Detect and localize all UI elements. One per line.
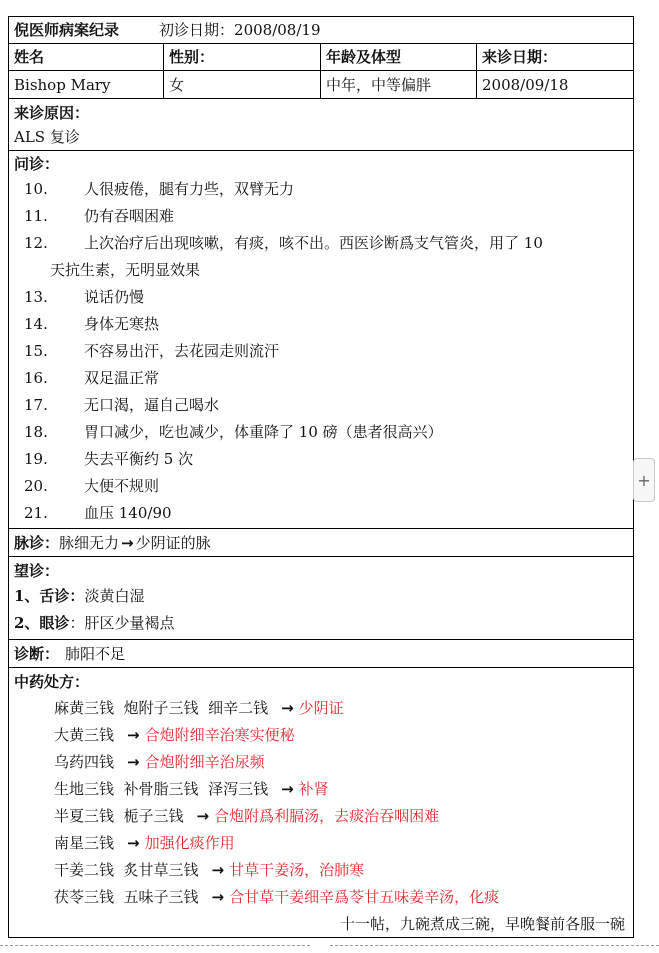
inquiry-item-number: 12. bbox=[24, 234, 48, 252]
prescription-item bbox=[54, 857, 633, 884]
inquiry-item bbox=[14, 176, 633, 203]
inquiry-item-text bbox=[84, 392, 633, 419]
observation-label: 望诊： bbox=[14, 562, 60, 580]
arrow-icon: → bbox=[196, 807, 210, 825]
arrow-icon: → bbox=[127, 753, 140, 771]
arrow-icon: → bbox=[211, 888, 225, 906]
prescription-herbs: 茯苓三钱 五味子三钱 bbox=[54, 888, 199, 906]
inquiry-item bbox=[14, 365, 633, 392]
observation-section bbox=[9, 557, 634, 640]
inquiry-item-number: 13. bbox=[24, 288, 48, 306]
first-visit-label: 初诊日期： bbox=[159, 21, 235, 39]
prescription-herbs: 大黄三钱 bbox=[54, 726, 115, 744]
inquiry-item-number: 14. bbox=[24, 315, 48, 333]
gender-header: 性别： bbox=[164, 44, 321, 71]
prescription-list bbox=[14, 695, 633, 911]
inquiry-item-text bbox=[84, 284, 633, 311]
prescription-note: 合炮附爲利膈汤，去痰治吞咽困难 bbox=[214, 807, 440, 825]
eye-line bbox=[14, 610, 633, 637]
inquiry-item-text-main: 身体无寒热 bbox=[84, 315, 160, 333]
prescription-note: 甘草干姜汤，治肺寒 bbox=[229, 861, 365, 879]
inquiry-item bbox=[14, 500, 633, 527]
inquiry-item bbox=[14, 230, 633, 257]
inquiry-label: 问诊： bbox=[14, 155, 60, 173]
reason-text: ALS 复诊 bbox=[14, 128, 80, 146]
inquiry-item bbox=[14, 338, 633, 365]
record-title: 倪医师病案纪录 bbox=[14, 21, 120, 39]
visit-date-header: 来诊日期： bbox=[477, 44, 634, 71]
inquiry-item-text-main: 人很疲倦，腿有力些，双臂无力 bbox=[84, 180, 295, 198]
inquiry-list bbox=[14, 176, 633, 527]
age-header: 年龄及体型 bbox=[321, 44, 477, 71]
plus-icon: + bbox=[637, 470, 651, 490]
prescription-label: 中药处方： bbox=[14, 673, 90, 691]
prescription-note: 补肾 bbox=[298, 780, 329, 798]
prescription-note: 合甘草干姜细辛爲苓甘五味姜辛汤，化痰 bbox=[229, 888, 500, 906]
medical-record-table bbox=[8, 16, 634, 938]
prescription-herbs: 乌药四钱 bbox=[54, 753, 115, 771]
inquiry-item-text-main: 失去平衡约 5 次 bbox=[84, 450, 194, 468]
inquiry-item-number: 18. bbox=[24, 423, 48, 441]
inquiry-item-text bbox=[84, 473, 633, 500]
diagnosis-section bbox=[9, 640, 634, 668]
inquiry-item-text bbox=[84, 446, 633, 473]
prescription-section bbox=[9, 668, 634, 938]
arrow-icon: → bbox=[281, 780, 294, 798]
inquiry-item-text-main: 大便不规则 bbox=[84, 477, 160, 495]
inquiry-item-text-main: 说话仍慢 bbox=[84, 288, 145, 306]
reason-section bbox=[9, 99, 634, 151]
prescription-item bbox=[54, 803, 633, 830]
inquiry-item-text bbox=[84, 338, 633, 365]
visit-date: 2008/09/18 bbox=[477, 71, 634, 99]
inquiry-item-number: 20. bbox=[24, 477, 48, 495]
inquiry-item bbox=[14, 392, 633, 419]
arrow-icon: → bbox=[211, 861, 225, 879]
arrow-icon: → bbox=[121, 533, 134, 552]
prescription-herbs: 南星三钱 bbox=[54, 834, 115, 852]
inquiry-item-number: 21. bbox=[24, 504, 48, 522]
diagnosis-label: 诊断： bbox=[14, 644, 60, 663]
diagnosis-text: 肺阳不足 bbox=[65, 644, 126, 663]
inquiry-item-text-main: 不容易出汗，去花园走则流汗 bbox=[84, 342, 280, 360]
prescription-item bbox=[54, 695, 633, 722]
page-divider-left bbox=[0, 945, 310, 947]
inquiry-item-text-main: 双足温正常 bbox=[84, 369, 160, 387]
record-title-row bbox=[9, 17, 634, 44]
inquiry-item bbox=[14, 473, 633, 500]
inquiry-item bbox=[14, 419, 633, 446]
prescription-item bbox=[54, 830, 633, 857]
medical-record-page bbox=[8, 16, 633, 938]
page-divider-right bbox=[330, 945, 659, 947]
prescription-note: 合炮附细辛治尿频 bbox=[144, 753, 265, 771]
prescription-item bbox=[54, 884, 633, 911]
inquiry-item-text bbox=[84, 500, 633, 527]
pulse-text: 脉细无力 bbox=[59, 533, 120, 552]
inquiry-item bbox=[14, 284, 633, 311]
tongue-line bbox=[14, 583, 633, 610]
expand-button[interactable] bbox=[633, 458, 655, 502]
inquiry-item-text bbox=[84, 419, 633, 446]
eye-text: ：肝区少量褐点 bbox=[69, 614, 175, 632]
inquiry-item-text bbox=[84, 230, 633, 257]
name-header: 姓名 bbox=[9, 44, 164, 71]
prescription-footer: 十一帖，九碗煮成三碗，早晚餐前各服一碗 bbox=[339, 915, 625, 933]
inquiry-item-number: 11. bbox=[24, 207, 48, 225]
arrow-icon: → bbox=[281, 699, 294, 717]
inquiry-item-text bbox=[84, 311, 633, 338]
prescription-item bbox=[54, 749, 633, 776]
prescription-herbs: 半夏三钱 栀子三钱 bbox=[54, 807, 184, 825]
inquiry-item-text bbox=[84, 365, 633, 392]
patient-gender: 女 bbox=[164, 71, 321, 99]
first-visit-date: 2008/08/19 bbox=[234, 21, 321, 39]
tongue-text: 淡黄白湿 bbox=[84, 587, 145, 605]
prescription-item bbox=[54, 722, 633, 749]
inquiry-section bbox=[9, 151, 634, 529]
inquiry-item-text-main: 胃口减少，吃也减少，体重降了 10 磅（患者很高兴） bbox=[84, 423, 443, 441]
inquiry-item-text bbox=[84, 176, 633, 203]
inquiry-item bbox=[14, 446, 633, 473]
pulse-section bbox=[9, 529, 634, 557]
patient-age-build: 中年，中等偏胖 bbox=[321, 71, 477, 99]
inquiry-item-text-main: 血压 140/90 bbox=[84, 504, 172, 522]
inquiry-item-continuation: 天抗生素，无明显效果 bbox=[50, 261, 201, 279]
inquiry-item-number: 17. bbox=[24, 396, 48, 414]
arrow-icon: → bbox=[127, 834, 140, 852]
inquiry-item-number: 19. bbox=[24, 450, 48, 468]
eye-label: 2、眼诊 bbox=[14, 614, 70, 632]
reason-label: 来诊原因： bbox=[14, 104, 90, 122]
patient-name: Bishop Mary bbox=[9, 71, 164, 99]
inquiry-item-text-main: 无口渴，逼自己喝水 bbox=[84, 396, 220, 414]
prescription-note: 加强化痰作用 bbox=[144, 834, 235, 852]
inquiry-item bbox=[14, 203, 633, 230]
inquiry-item-number: 15. bbox=[24, 342, 48, 360]
inquiry-item-number: 10. bbox=[24, 180, 48, 198]
prescription-herbs: 干姜二钱 炙甘草三钱 bbox=[54, 861, 199, 879]
prescription-note: 合炮附细辛治寒实便秘 bbox=[144, 726, 295, 744]
prescription-herbs: 生地三钱 补骨脂三钱 泽泻三钱 bbox=[54, 780, 269, 798]
inquiry-item-text bbox=[84, 203, 633, 230]
inquiry-item-number: 16. bbox=[24, 369, 48, 387]
inquiry-item-text-main: 仍有吞咽困难 bbox=[84, 207, 175, 225]
arrow-icon: → bbox=[127, 726, 140, 744]
inquiry-item bbox=[14, 311, 633, 338]
tongue-label: 1、舌诊： bbox=[14, 587, 85, 605]
prescription-herbs: 麻黄三钱 炮附子三钱 细辛二钱 bbox=[54, 699, 269, 717]
prescription-note: 少阴证 bbox=[298, 699, 344, 717]
pulse-label: 脉诊： bbox=[14, 533, 60, 552]
prescription-item bbox=[54, 776, 633, 803]
inquiry-item-text-main: 上次治疗后出现咳嗽，有痰，咳不出。西医诊断爲支气管炎，用了 10 bbox=[84, 234, 543, 252]
pulse-result: 少阴证的脉 bbox=[135, 533, 211, 552]
